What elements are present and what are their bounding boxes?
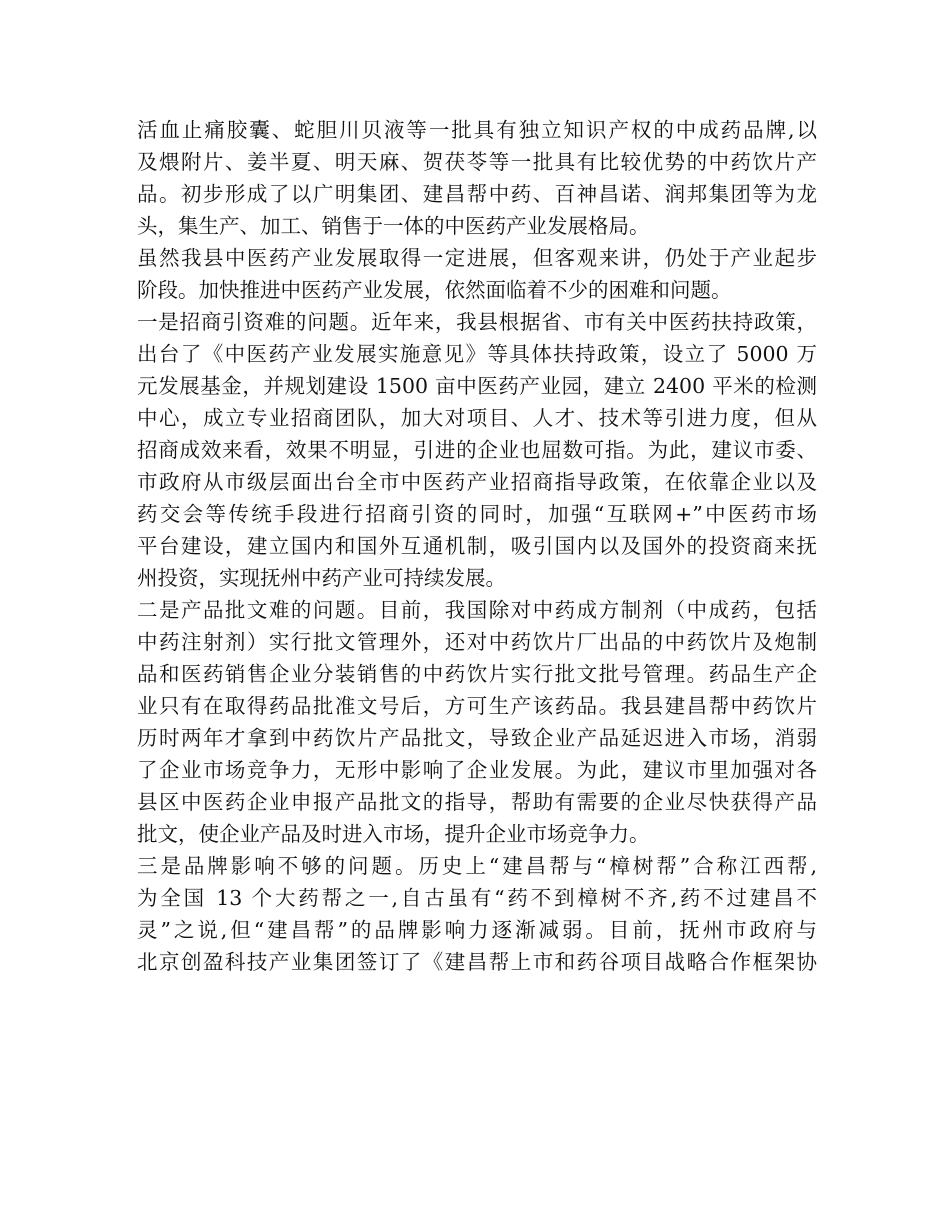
text-line: 业只有在取得药品批准文号后，方可生产该药品。我县建昌帮中药饮片	[137, 694, 817, 718]
text-line: 为全国 13 个大药帮之一,自古虽有“药不到樟树不齐,药不过建昌不	[137, 886, 817, 910]
text-line: 阶段。加快推进中医药产业发展，依然面临着不少的困难和问题。	[137, 278, 732, 302]
document-body	[137, 114, 817, 978]
text-line: 品。初步形成了以广明集团、建昌帮中药、百神昌诺、润邦集团等为龙	[137, 182, 817, 206]
text-line: 州投资，实现抚州中药产业可持续发展。	[137, 566, 506, 590]
text-line: 中药注射剂）实行批文管理外，还对中药饮片厂出品的中药饮片及炮制	[137, 630, 817, 654]
text-line: 品和医药销售企业分装销售的中药饮片实行批文批号管理。药品生产企	[137, 662, 817, 686]
text-line: 了企业市场竞争力，无形中影响了企业发展。为此，建议市里加强对各	[137, 758, 817, 782]
text-line: 平台建设，建立国内和国外互通机制，吸引国内以及国外的投资商来抚	[137, 534, 817, 558]
text-line: 北京创盈科技产业集团签订了《建昌帮上市和药谷项目战略合作框架协	[137, 950, 817, 974]
text-line: 出台了《中医药产业发展实施意见》等具体扶持政策，设立了 5000 万	[137, 342, 817, 366]
text-line: 灵”之说,但“建昌帮”的品牌影响力逐渐减弱。目前，抚州市政府与	[137, 918, 817, 942]
text-line: 一是招商引资难的问题。近年来，我县根据省、市有关中医药扶持政策，	[137, 310, 817, 334]
text-line: 元发展基金，并规划建设 1500 亩中医药产业园，建立 2400 平米的检测	[137, 374, 817, 398]
text-line: 历时两年才拿到中药饮片产品批文，导致企业产品延迟进入市场，消弱	[137, 726, 817, 750]
paragraph-approval	[137, 594, 817, 850]
text-line: 市政府从市级层面出台全市中医药产业招商指导政策，在依靠企业以及	[137, 470, 817, 494]
paragraph-overview	[137, 242, 817, 306]
text-line: 招商成效来看，效果不明显，引进的企业也屈数可指。为此，建议市委、	[137, 438, 817, 462]
text-line: 活血止痛胶囊、蛇胆川贝液等一批具有独立知识产权的中成药品牌,以	[137, 118, 817, 142]
text-line: 及煨附片、姜半夏、明天麻、贺茯苓等一批具有比较优势的中药饮片产	[137, 150, 817, 174]
text-line: 药交会等传统手段进行招商引资的同时，加强“互联网+”中医药市场	[137, 502, 817, 526]
text-line: 县区中医药企业申报产品批文的指导，帮助有需要的企业尽快获得产品	[137, 790, 817, 814]
text-line: 虽然我县中医药产业发展取得一定进展，但客观来讲，仍处于产业起步	[137, 246, 817, 270]
text-line: 二是产品批文难的问题。目前，我国除对中药成方制剂（中成药，包括	[137, 598, 817, 622]
paragraph-investment	[137, 306, 817, 594]
paragraph-brands	[137, 114, 817, 242]
text-line: 中心，成立专业招商团队，加大对项目、人才、技术等引进力度，但从	[137, 406, 817, 430]
paragraph-brand-influence	[137, 850, 817, 978]
text-line: 批文，使企业产品及时进入市场，提升企业市场竞争力。	[137, 822, 650, 846]
text-line: 三是品牌影响不够的问题。历史上“建昌帮与“樟树帮”合称江西帮,	[137, 854, 817, 878]
text-line: 头，集生产、加工、销售于一体的中医药产业发展格局。	[137, 214, 650, 238]
